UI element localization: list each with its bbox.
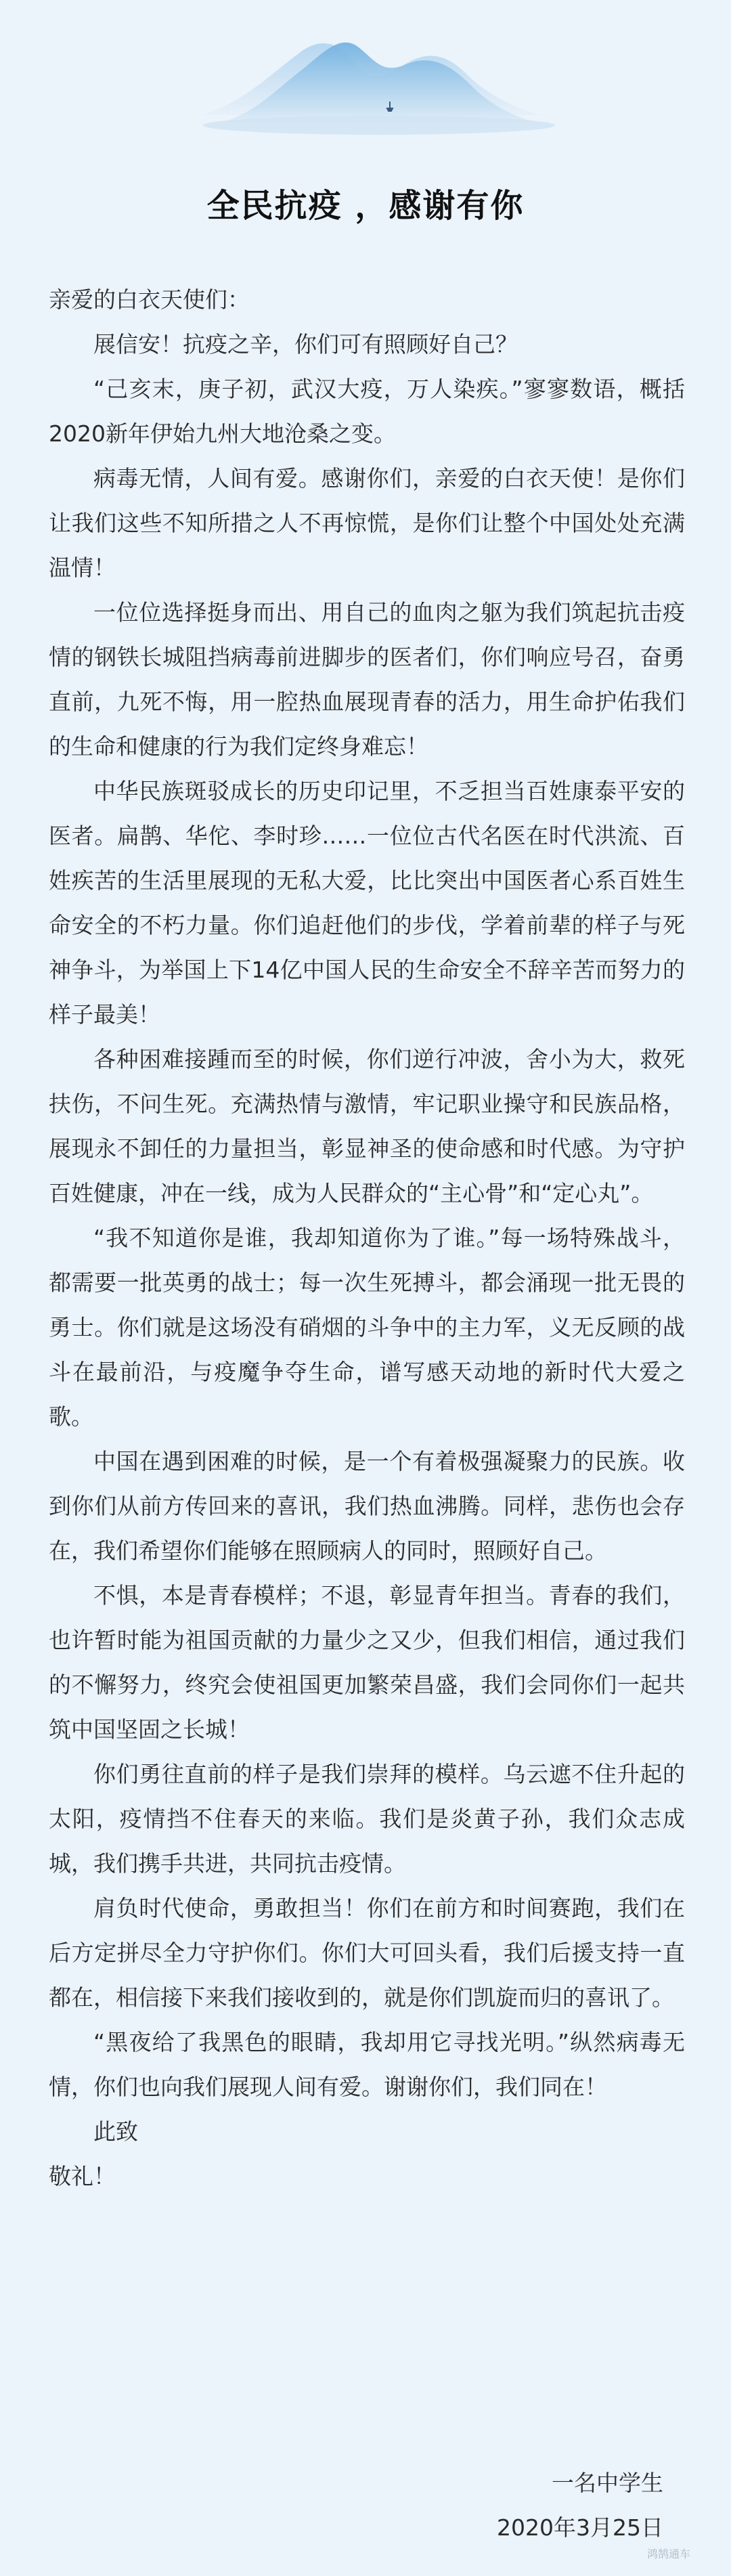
paragraph: “己亥末，庚子初，武汉大疫，万人染疾。”寥寥数语，概括2020新年伊始九州大地沧桑之变。 [49, 376, 685, 447]
signature-name: 一名中学生 [552, 2470, 663, 2496]
paragraph: “我不知道你是谁，我却知道你为了谁。”每一场特殊战斗，都需要一批英勇的战士；每一次生死搏斗，都会涌现一批无畏的勇士。你们就是这场没有硝烟的斗争中的主力军，义无反顾的战斗在最前沿，与疫魔争夺生命，谱写感天动地的新时代大爱之歌。 [49, 1225, 685, 1430]
closing-line-1: 此致 [93, 2118, 138, 2145]
signature-block [497, 2461, 663, 2550]
watermark-text: 鸿鹄通车 [646, 2548, 690, 2560]
letter-body [49, 278, 685, 2199]
paragraph: 中华民族斑驳成长的历史印记里，不乏担当百姓康泰平安的医者。扁鹊、华佗、李时珍……一位位古代名医在时代洪流、百姓疾苦的生活里展现的无私大爱，比比突出中国医者心系百姓生命安全的不朽力量。你们追赶他们的步伐，学着前辈的样子与死神争斗，为举国上下14亿中国人民的生命安全不辞辛苦而努力的样子最美！ [49, 778, 685, 1028]
paragraph: 中国在遇到困难的时候，是一个有着极强凝聚力的民族。收到你们从前方传回来的喜讯，我们热血沸腾。同样，悲伤也会存在，我们希望你们能够在照顾病人的同时，照顾好自己。 [49, 1448, 685, 1564]
signature-date: 2020年3月25日 [497, 2514, 663, 2541]
paragraph: 一位位选择挺身而出、用自己的血肉之躯为我们筑起抗击疫情的钢铁长城阻挡病毒前进脚步的医者们，你们响应号召，奋勇直前，九死不悔，用一腔热血展现青春的活力，用生命护佑我们的生命和健康的行为我们定终身难忘！ [49, 599, 685, 760]
paragraph: 你们勇往直前的样子是我们崇拜的模样。乌云遮不住升起的太阳，疫情挡不住春天的来临。我们是炎黄子孙，我们众志成城，我们携手共进，共同抗击疫情。 [49, 1761, 685, 1877]
paragraph: 病毒无情，人间有爱。感谢你们，亲爱的白衣天使！是你们让我们这些不知所措之人不再惊慌，是你们让整个中国处处充满温情！ [49, 465, 685, 581]
paragraph: “黑夜给了我黑色的眼睛，我却用它寻找光明。”纵然病毒无情，你们也向我们展现人间有爱。谢谢你们，我们同在！ [49, 2029, 685, 2100]
paragraph: 各种困难接踵而至的时候，你们逆行冲波，舍小为大，救死扶伤，不问生死。充满热情与激情，牢记职业操守和民族品格，展现永不卸任的力量担当，彰显神圣的使命感和时代感。为守护百姓健康，冲在一线，成为人民群众的“主心骨”和“定心丸”。 [49, 1046, 685, 1206]
page-title: 全民抗疫 ，感谢有你 [206, 187, 525, 225]
salutation: 亲爱的白衣天使们： [49, 286, 250, 313]
paragraph: 肩负时代使命，勇敢担当！你们在前方和时间赛跑，我们在后方定拼尽全力守护你们。你们大可回头看，我们后援支持一直都在，相信接下来我们接收到的，就是你们凯旋而归的喜讯了。 [49, 1895, 685, 2011]
paragraph: 不惧，本是青春模样；不退，彰显青年担当。青春的我们，也许暂时能为祖国贡献的力量少之又少，但我们相信，通过我们的不懈努力，终究会使祖国更加繁荣昌盛，我们会同你们一起共筑中国坚固之长城！ [49, 1582, 685, 1743]
lake-reflection [203, 116, 555, 135]
mountain-landscape-illustration [0, 0, 731, 142]
closing-line-2: 敬礼！ [49, 2163, 116, 2189]
paragraph: 展信安！抗疫之辛，你们可有照顾好自己？ [93, 331, 518, 357]
